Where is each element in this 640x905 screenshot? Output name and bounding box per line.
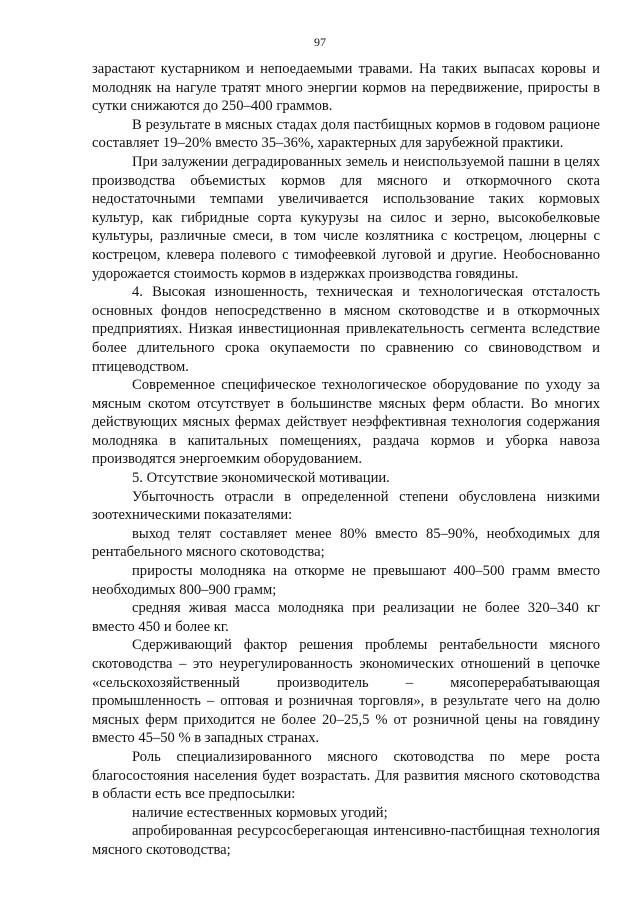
document-body xyxy=(92,60,600,860)
paragraph: Убыточность отрасли в определенной степени обусловлена низкими зоотехническими показателями: xyxy=(92,488,600,524)
list-item: апробированная ресурсосберегающая интенсивно-пастбищная технология мясного скотоводства; xyxy=(92,823,600,858)
paragraph: Сдерживающий фактор решения проблемы рентабельности мясного скотоводства – это неурегулированность экономических отношений в цепочке «сельскохозяйственный производитель – мясоперерабатывающая промышленность – оптовая и розничная торговля», в результате чего на долю мясных ферм приходится не более 20–25,5 % от розничной цены на говядину вместо 45–50 % в западных странах. xyxy=(92,637,600,747)
page-number: 97 xyxy=(314,35,326,49)
paragraph: Современное специфическое технологическое оборудование по уходу за мясным скотом отсутствует в большинстве мясных ферм области. Во многих действующих мясных фермах действует неэффективная технология содержания молодняка в капитальных помещениях, раздача кормов и уборка навоза производятся энергоемким оборудованием. xyxy=(92,377,600,468)
list-item: выход телят составляет менее 80% вместо 85–90%, необходимых для рентабельного мясного скотоводства; xyxy=(92,525,600,561)
list-item: приросты молодняка на откорме не превышают 400–500 грамм вместо необходимых 800–900 грамм; xyxy=(92,563,600,598)
paragraph: В результате в мясных стадах доля пастбищных кормов в годовом рационе составляет 19–20% вместо 35–36%, характерных для зарубежной практики. xyxy=(92,116,600,152)
paragraph: 4. Высокая изношенность, техническая и технологическая отсталость основных фондов непосредственно в мясном скотоводстве и в откормочных предприятиях. Низкая инвестиционная привлекательность сегмента вследствие более длительного срока окупаемости по сравнению со свиноводством и птицеводством. xyxy=(92,284,600,375)
list-item: средняя живая масса молодняка при реализации не более 320–340 кг вместо 450 и более кг. xyxy=(92,600,600,635)
paragraph: При залужении деградированных земель и неиспользуемой пашни в целях производства объемистых кормов для мясного и откормочного скота недостаточными темпами увеличивается использование таких кормовых культур, как гибридные сорта кукурузы на силос и зерно, высокобелковые культуры, различные смеси, в том числе козлятника с кострецом, люцерны с кострецом, клевера полевого с тимофеевкой луговой и другие. Необоснованно удорожается стоимость кормов в издержках производства говядины. xyxy=(92,153,600,282)
paragraph: Роль специализированного мясного скотоводства по мере роста благосостояния населения будет возрастать. Для развития мясного скотоводства в области есть все предпосылки: xyxy=(92,748,600,803)
section-heading: 5. Отсутствие экономической мотивации. xyxy=(132,470,390,487)
paragraph: зарастают кустарником и непоедаемыми травами. На таких выпасах коровы и молодняк на нагуле тратят много энергии кормов на передвижение, приросты в сутки снижаются до 250–400 граммов. xyxy=(92,61,600,115)
list-item: наличие естественных кормовых угодий; xyxy=(132,804,388,821)
